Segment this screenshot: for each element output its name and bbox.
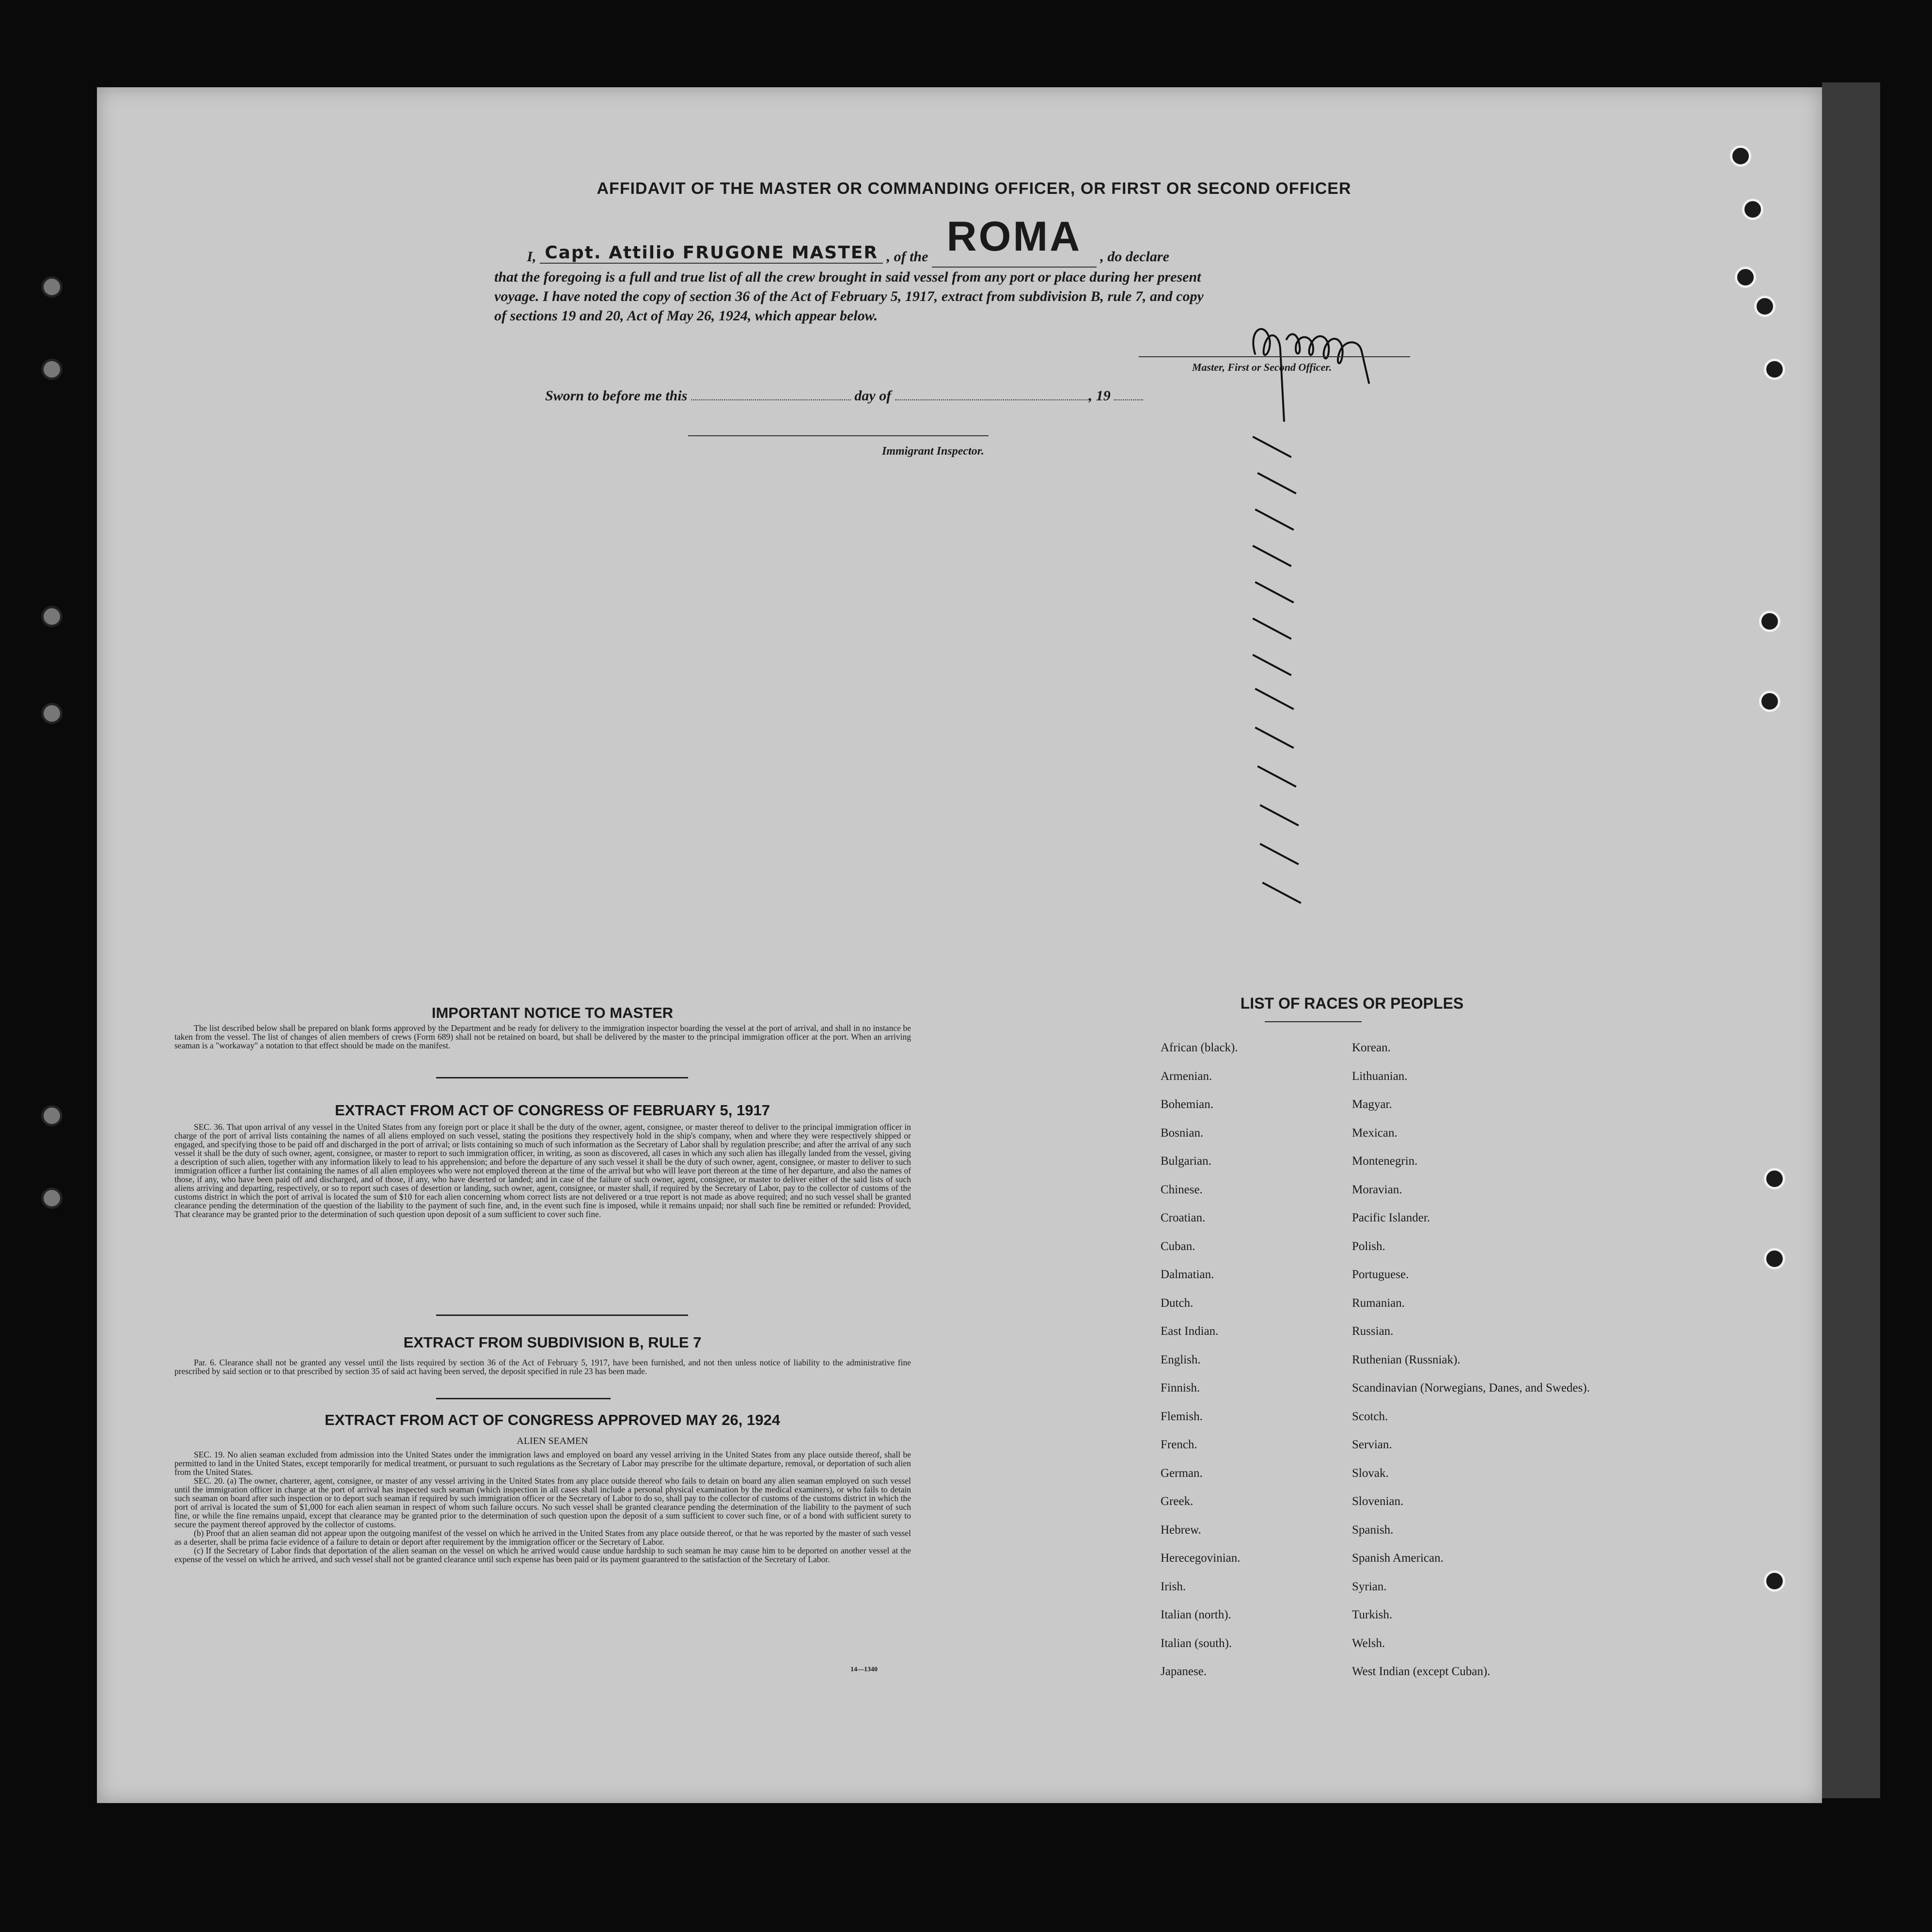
race-item: Rumanian.: [1352, 1296, 1405, 1310]
race-item: Armenian.: [1161, 1069, 1212, 1083]
do-declare-text: , do declare: [1100, 249, 1169, 265]
race-item: German.: [1161, 1466, 1203, 1480]
races-right-column: [1352, 1041, 1590, 1694]
race-item: Servian.: [1352, 1438, 1392, 1451]
binding-hole: [41, 1188, 63, 1209]
subdivision-b-title: EXTRACT FROM SUBDIVISION B, RULE 7: [403, 1334, 702, 1351]
binding-hole: [1735, 267, 1756, 288]
binding-hole: [1764, 359, 1785, 380]
binding-hole: [41, 359, 63, 380]
inspector-signature-line: [688, 435, 989, 436]
binding-hole: [1764, 1248, 1785, 1269]
race-item: Slovenian.: [1352, 1495, 1404, 1508]
race-item: Spanish.: [1352, 1523, 1394, 1536]
race-item: French.: [1161, 1438, 1197, 1451]
race-item: Herecegovinian.: [1161, 1552, 1241, 1565]
binding-hole: [1764, 1570, 1785, 1592]
race-item: Bulgarian.: [1161, 1155, 1211, 1168]
race-item: Italian (south).: [1161, 1636, 1232, 1650]
affidavit-title: AFFIDAVIT OF THE MASTER OR COMMANDING OFFICER, OR FIRST OR SECOND OFFICER: [597, 179, 1351, 198]
of-the-text: , of the: [886, 249, 928, 265]
race-item: Italian (north).: [1161, 1608, 1231, 1621]
races-title: LIST OF RACES OR PEOPLES: [1240, 995, 1464, 1012]
race-item: Bosnian.: [1161, 1126, 1204, 1140]
ship-name: ROMA: [946, 213, 1082, 260]
notice-text: The list described below shall be prepared on blank forms approved by the Department and be ready for delivery to the immigration inspector boarding the vessel at the port of arrival, and shall in no instance be taken from the vessel. The list of changes of alien members of crews (Form 689) shall not be retained on board, but shall be delivered by the master to the principal immigration officer at the port. When an arriving seaman is a "workaway" a notation to that effect should be made on the manifest.: [174, 1023, 911, 1050]
section-divider: [436, 1398, 611, 1399]
inspector-caption: Immigrant Inspector.: [882, 445, 984, 458]
subdivision-b-text: Par. 6. Clearance shall not be granted any vessel until the lists required by section 36 of the Act of February 5, 1917, have been furnished, and not then unless notice of liability to the administrative fine prescribed by said section or to that prescribed by section 35 of said act having been served, the deposit specified in rule 23 has been made.: [174, 1358, 911, 1376]
extract-1924-text: SEC. 19. No alien seaman excluded from admission into the United States under the immigration laws and employed on board any vessel arriving in the United States from any place outside thereof, shall be permitted to land in the United States, except temporarily for medical treatment, or pursuant to such regulations as the Secretary of Labor may prescribe for the ultimate departure, removal, or deportation of such alien from the United States. SEC. 20. (a) The owner, charterer, agent, consignee, or master of any vessel arriving in the United States from any place outside thereof who fails to detain on board any alien seaman employed on such vessel until the immigration officer in charge at the port of arrival has inspected such seaman (which inspection in all cases shall include a personal physical examination by the medical examiners), or who fails to detain such seaman on board after such inspection or to deport such seaman if required by such immigration officer or the Secretary of Labor to do so, shall pay to the collector of customs of the customs district in which the port of arrival is located the sum of $1,000 for each alien seaman in respect of whom such failure occurs. No such vessel shall be granted clearance pending the determination of the liability to the payment of such fine, or while the fine remains unpaid, except that clearance may be granted prior to the determination of such question upon the deposit of a sum sufficient to cover such fine, or of a bond with sufficient surety to secure the payment thereof approved by the collector of customs. (b) Proof that an alien seaman did not appear upon the outgoing manifest of the vessel on which he arrived in the United States from any place outside thereof, or that he was reported by the master of such vessel as a deserter, shall be prima facie evidence of a failure to detain or deport after requirement by the immigration officer or the Secretary of Labor. (c) If the Secretary of Labor finds that deportation of the alien seaman on the vessel on which he arrived would cause undue hardship to such seaman he may cause him to be deported on another vessel at the expense of the vessel on which he arrived, and such vessel shall not be granted clearance until such expense has been paid or its payment guaranteed to the satisfaction of the Secretary of Labor.: [174, 1450, 911, 1564]
binding-hole: [1764, 1168, 1785, 1189]
race-item: Slovak.: [1352, 1466, 1389, 1480]
form-number: 14—1340: [850, 1666, 878, 1673]
race-item: Polish.: [1352, 1239, 1385, 1253]
race-item: Japanese.: [1161, 1665, 1207, 1678]
race-item: East Indian.: [1161, 1325, 1219, 1338]
declaration-line: of sections 19 and 20, Act of May 26, 1924, which appear below.: [494, 308, 878, 324]
race-item: Finnish.: [1161, 1381, 1200, 1394]
declaration-line: that the foregoing is a full and true list of all the crew brought in said vessel from any port or place during her present: [494, 269, 1201, 285]
extract-1924-title: EXTRACT FROM ACT OF CONGRESS APPROVED MAY 26, 1924: [325, 1411, 780, 1428]
race-item: Magyar.: [1352, 1098, 1392, 1111]
master-name-field: Capt. Attilio FRUGONE MASTER: [540, 243, 883, 264]
binding-hole: [1754, 296, 1775, 317]
race-item: Greek.: [1161, 1495, 1194, 1508]
binding-hole: [41, 606, 63, 627]
signature-line: [1139, 356, 1410, 357]
race-item: Moravian.: [1352, 1183, 1402, 1196]
underlying-page-edge: [1822, 82, 1880, 1798]
binding-hole: [1759, 691, 1780, 712]
race-item: Flemish.: [1161, 1409, 1203, 1423]
extract-1917-title: EXTRACT FROM ACT OF CONGRESS OF FEBRUARY 5, 1917: [335, 1102, 770, 1119]
binding-hole: [41, 276, 63, 298]
race-item: Pacific Islander.: [1352, 1211, 1430, 1224]
races-left-column: [1161, 1041, 1345, 1694]
section-divider: [436, 1077, 688, 1078]
race-item: West Indian (except Cuban).: [1352, 1665, 1491, 1678]
binding-hole: [1742, 199, 1763, 220]
binding-hole: [1730, 145, 1751, 167]
race-item: Portuguese.: [1352, 1268, 1409, 1281]
race-item: Syrian.: [1352, 1580, 1387, 1593]
i-word: I,: [527, 249, 536, 265]
declaration-line: voyage. I have noted the copy of section 36 of the Act of February 5, 1917, extract from subdivision B, rule 7, and copy: [494, 288, 1204, 304]
alien-seamen-subtitle: ALIEN SEAMEN: [517, 1436, 588, 1446]
race-item: Turkish.: [1352, 1608, 1393, 1621]
race-item: Lithuanian.: [1352, 1069, 1408, 1083]
binding-hole: [1759, 611, 1780, 632]
section-divider: [436, 1314, 688, 1316]
race-item: Korean.: [1352, 1041, 1391, 1054]
race-item: Spanish American.: [1352, 1552, 1444, 1565]
race-item: Croatian.: [1161, 1211, 1206, 1224]
binding-hole: [41, 1105, 63, 1126]
race-item: Dalmatian.: [1161, 1268, 1214, 1281]
notice-title: IMPORTANT NOTICE TO MASTER: [431, 1004, 674, 1021]
race-item: Scandinavian (Norwegians, Danes, and Swedes).: [1352, 1381, 1590, 1394]
race-item: Mexican.: [1352, 1126, 1398, 1140]
binding-hole: [41, 703, 63, 724]
race-item: Montenegrin.: [1352, 1155, 1418, 1168]
race-item: Ruthenian (Russniak).: [1352, 1353, 1461, 1366]
races-divider: [1265, 1021, 1362, 1022]
race-item: Irish.: [1161, 1580, 1186, 1593]
race-item: English.: [1161, 1353, 1201, 1366]
race-item: Cuban.: [1161, 1239, 1195, 1253]
sworn-line: Sworn to before me this day of , 19: [545, 388, 1143, 404]
extract-1917-text: SEC. 36. That upon arrival of any vessel in the United States from any foreign port or place it shall be the duty of the owner, agent, consignee, or master thereof to deliver to the principal immigration officer in charge of the port of arrival lists containing the names of all aliens employed on such vessel, stating the positions they respectively hold in the ship's company, when and where they were respectively shipped or engaged, and specifying those to be paid off and discharged in the port of arrival; or lists containing so much of such information as the Secretary of Labor shall by regulation prescribe; and after the arrival of any such vessel it shall be the duty of such owner, agent, consignee, or master to report to such immigration officer, in writing, as soon as discovered, all cases in which any such alien has illegally landed from the vessel, giving a description of such alien, together with any information likely to lead to his apprehension; and before the departure of any such vessel it shall be the duty of such owner, agent, consignee, or master to deliver to such immigration officer a further list containing the names of all alien employees who were not employed thereon at the time of the arrival but who will leave port thereon at the time of her departure, and also the names of those, if any, who have been paid off and discharged, and of those, if any, who have deserted or landed; and in case of the failure of such owner, agent, consignee, or master to deliver either of the said lists of such aliens arriving and departing, respectively, or so to report such cases of desertion or landing, such owner, agent, consignee, or master shall, if required by the Secretary of Labor, pay to the collector of customs of the customs district in which the port of arrival is located the sum of $10 for each alien concerning whom correct lists are not delivered or a true report is not made as above required; and no such vessel shall be granted clearance pending the determination of the question of the liability to the payment of such fine, and, in the event such fine is imposed, while it remains unpaid; nor shall such fine be remitted or refunded: Provided, That clearance may be granted prior to the determination of such question upon deposit of a sum sufficient to cover such fine.: [174, 1122, 911, 1219]
race-item: Chinese.: [1161, 1183, 1203, 1196]
signature-caption: Master, First or Second Officer.: [1192, 361, 1332, 373]
race-item: Bohemian.: [1161, 1098, 1214, 1111]
race-item: Welsh.: [1352, 1636, 1385, 1650]
race-item: Dutch.: [1161, 1296, 1194, 1310]
race-item: Hebrew.: [1161, 1523, 1201, 1536]
race-item: Russian.: [1352, 1325, 1394, 1338]
race-item: Scotch.: [1352, 1409, 1388, 1423]
race-item: African (black).: [1161, 1041, 1238, 1054]
